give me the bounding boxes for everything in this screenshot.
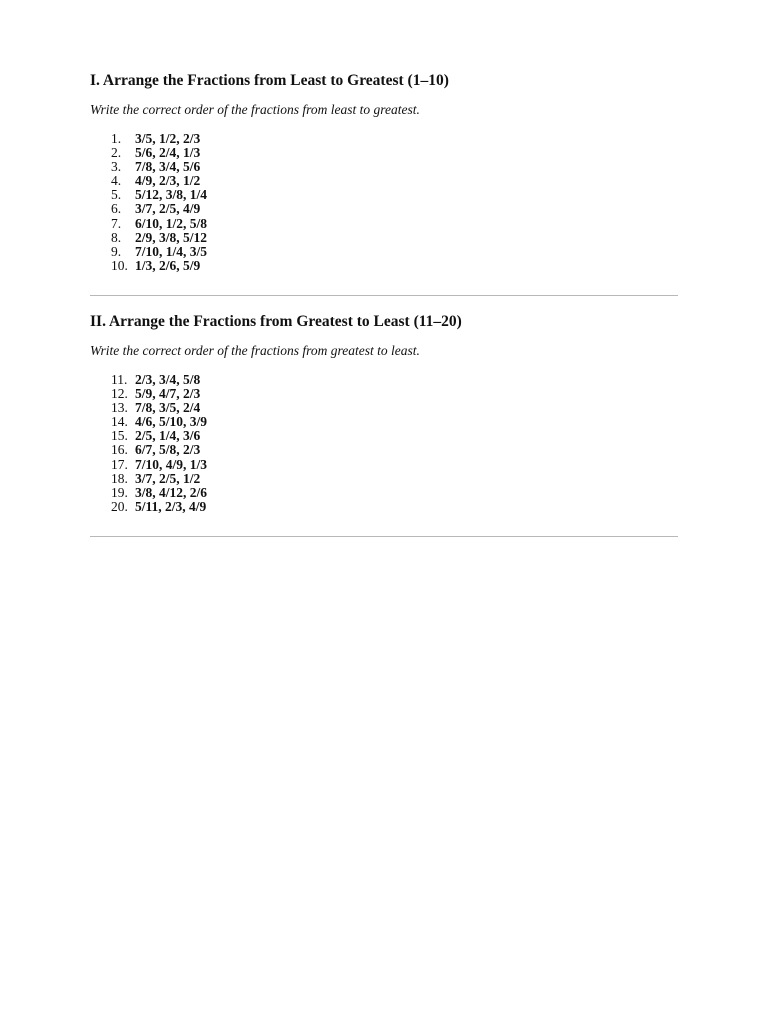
section-greatest-to-least	[90, 313, 678, 514]
section-heading: II. Arrange the Fractions from Greatest to Least (11–20)	[90, 313, 462, 330]
item-fractions: 3/5, 1/2, 2/3	[135, 131, 201, 146]
item-number: 18.	[111, 470, 128, 486]
section-divider	[90, 536, 678, 537]
list-item	[90, 202, 678, 216]
item-number: 4.	[111, 173, 122, 189]
list-item	[90, 472, 678, 486]
list-item	[90, 429, 678, 443]
item-fractions: 5/6, 2/4, 1/3	[135, 145, 201, 161]
list-item	[90, 387, 678, 401]
item-fractions: 1/3, 2/6, 5/9	[135, 257, 201, 273]
item-number: 14.	[111, 414, 128, 430]
item-number: 8.	[111, 229, 122, 245]
item-fractions: 6/10, 1/2, 5/8	[135, 215, 208, 231]
list-item	[90, 259, 678, 273]
list-item	[90, 188, 678, 202]
item-fractions: 6/7, 5/8, 2/3	[135, 442, 201, 458]
fraction-list	[90, 132, 678, 273]
item-number: 5.	[111, 187, 122, 203]
item-fractions: 5/9, 4/7, 2/3	[135, 386, 201, 402]
item-number: 15.	[111, 428, 128, 444]
item-number: 7.	[111, 215, 122, 231]
list-item	[90, 443, 678, 457]
item-number: 19.	[111, 484, 128, 500]
item-number: 20.	[111, 498, 128, 514]
item-fractions: 7/10, 1/4, 3/5	[135, 243, 208, 259]
item-fractions: 2/9, 3/8, 5/12	[135, 229, 208, 245]
item-number: 10.	[111, 257, 128, 273]
list-item	[90, 146, 678, 160]
section-instruction: Write the correct order of the fractions from greatest to least.	[90, 343, 420, 358]
item-fractions: 3/7, 2/5, 1/2	[135, 470, 201, 486]
item-fractions: 7/8, 3/4, 5/6	[135, 159, 201, 175]
item-number: 16.	[111, 442, 128, 458]
list-item	[90, 245, 678, 259]
list-item	[90, 174, 678, 188]
item-number: 17.	[111, 456, 128, 472]
item-number: 9.	[111, 243, 122, 259]
item-number: 3.	[111, 159, 122, 175]
item-fractions: 4/9, 2/3, 1/2	[135, 173, 201, 189]
item-fractions: 2/3, 3/4, 5/8	[135, 372, 201, 387]
list-item	[90, 486, 678, 500]
item-fractions: 5/12, 3/8, 1/4	[135, 187, 208, 203]
list-item	[90, 132, 678, 146]
section-instruction: Write the correct order of the fractions from least to greatest.	[90, 102, 420, 117]
item-fractions: 7/8, 3/5, 2/4	[135, 400, 201, 416]
item-fractions: 2/5, 1/4, 3/6	[135, 428, 201, 444]
list-item	[90, 373, 678, 387]
list-item	[90, 231, 678, 245]
item-fractions: 4/6, 5/10, 3/9	[135, 414, 208, 430]
section-divider	[90, 295, 678, 296]
list-item	[90, 160, 678, 174]
item-number: 6.	[111, 201, 122, 217]
item-fractions: 7/10, 4/9, 1/3	[135, 456, 208, 472]
list-item	[90, 401, 678, 415]
item-fractions: 3/8, 4/12, 2/6	[135, 484, 208, 500]
item-number: 2.	[111, 145, 122, 161]
item-fractions: 3/7, 2/5, 4/9	[135, 201, 201, 217]
item-number: 12.	[111, 386, 128, 402]
section-least-to-greatest	[90, 72, 678, 273]
fraction-list	[90, 373, 678, 514]
item-number: 13.	[111, 400, 128, 416]
item-number: 1.	[111, 131, 122, 146]
list-item	[90, 415, 678, 429]
list-item	[90, 217, 678, 231]
item-number: 11.	[111, 372, 128, 387]
item-fractions: 5/11, 2/3, 4/9	[135, 498, 207, 514]
section-heading: I. Arrange the Fractions from Least to Greatest (1–10)	[90, 72, 449, 89]
list-item	[90, 458, 678, 472]
list-item	[90, 500, 678, 514]
